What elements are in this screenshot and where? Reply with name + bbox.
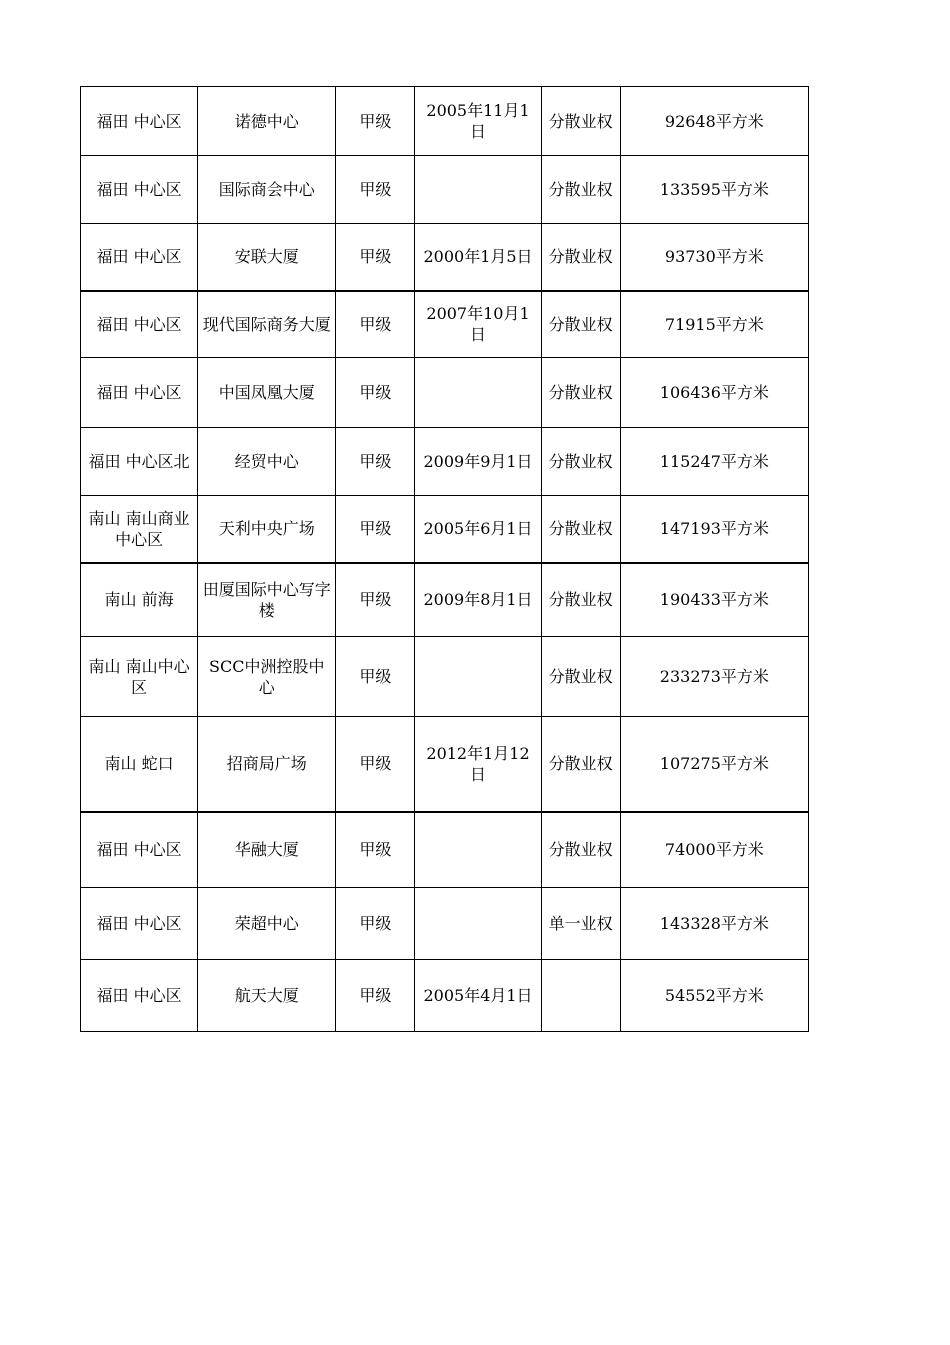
completion-date-cell: 2005年6月1日 xyxy=(415,496,541,563)
grade-cell: 甲级 xyxy=(336,291,415,358)
table-row xyxy=(81,563,809,637)
completion-date-cell xyxy=(415,156,541,224)
completion-date-cell xyxy=(415,888,541,960)
office-building-table xyxy=(80,86,809,1032)
district-cell: 福田 中心区 xyxy=(81,87,198,156)
floor-area-cell: 54552平方米 xyxy=(620,960,808,1032)
building-name-cell: 荣超中心 xyxy=(198,888,336,960)
table-row xyxy=(81,87,809,156)
table-row xyxy=(81,156,809,224)
ownership-cell: 分散业权 xyxy=(541,637,620,717)
building-name-cell: SCC中洲控股中心 xyxy=(198,637,336,717)
building-name-cell: 国际商会中心 xyxy=(198,156,336,224)
ownership-cell: 分散业权 xyxy=(541,812,620,888)
ownership-cell: 分散业权 xyxy=(541,563,620,637)
floor-area-cell: 93730平方米 xyxy=(620,224,808,291)
table-row xyxy=(81,812,809,888)
table-row xyxy=(81,717,809,812)
floor-area-cell: 115247平方米 xyxy=(620,428,808,496)
district-cell: 福田 中心区 xyxy=(81,812,198,888)
floor-area-cell: 190433平方米 xyxy=(620,563,808,637)
floor-area-cell: 107275平方米 xyxy=(620,717,808,812)
completion-date-cell: 2007年10月1日 xyxy=(415,291,541,358)
ownership-cell: 分散业权 xyxy=(541,87,620,156)
district-cell: 福田 中心区北 xyxy=(81,428,198,496)
ownership-cell xyxy=(541,960,620,1032)
ownership-cell: 分散业权 xyxy=(541,496,620,563)
building-name-cell: 华融大厦 xyxy=(198,812,336,888)
floor-area-cell: 106436平方米 xyxy=(620,358,808,428)
ownership-cell: 分散业权 xyxy=(541,428,620,496)
grade-cell: 甲级 xyxy=(336,358,415,428)
district-cell: 福田 中心区 xyxy=(81,358,198,428)
district-cell: 福田 中心区 xyxy=(81,224,198,291)
completion-date-cell xyxy=(415,358,541,428)
completion-date-cell xyxy=(415,812,541,888)
ownership-cell: 单一业权 xyxy=(541,888,620,960)
ownership-cell: 分散业权 xyxy=(541,717,620,812)
grade-cell: 甲级 xyxy=(336,812,415,888)
district-cell: 南山 南山商业中心区 xyxy=(81,496,198,563)
table-row xyxy=(81,496,809,563)
district-cell: 南山 南山中心区 xyxy=(81,637,198,717)
ownership-cell: 分散业权 xyxy=(541,358,620,428)
completion-date-cell: 2000年1月5日 xyxy=(415,224,541,291)
district-cell: 福田 中心区 xyxy=(81,888,198,960)
ownership-cell: 分散业权 xyxy=(541,156,620,224)
table-row xyxy=(81,960,809,1032)
grade-cell: 甲级 xyxy=(336,428,415,496)
floor-area-cell: 92648平方米 xyxy=(620,87,808,156)
grade-cell: 甲级 xyxy=(336,717,415,812)
building-name-cell: 招商局广场 xyxy=(198,717,336,812)
completion-date-cell: 2009年9月1日 xyxy=(415,428,541,496)
grade-cell: 甲级 xyxy=(336,960,415,1032)
completion-date-cell: 2012年1月12日 xyxy=(415,717,541,812)
building-name-cell: 诺德中心 xyxy=(198,87,336,156)
district-cell: 南山 前海 xyxy=(81,563,198,637)
district-cell: 福田 中心区 xyxy=(81,960,198,1032)
grade-cell: 甲级 xyxy=(336,563,415,637)
district-cell: 南山 蛇口 xyxy=(81,717,198,812)
floor-area-cell: 147193平方米 xyxy=(620,496,808,563)
building-name-cell: 中国凤凰大厦 xyxy=(198,358,336,428)
building-name-cell: 田厦国际中心写字楼 xyxy=(198,563,336,637)
table-row xyxy=(81,428,809,496)
table-row xyxy=(81,224,809,291)
building-name-cell: 天利中央广场 xyxy=(198,496,336,563)
floor-area-cell: 233273平方米 xyxy=(620,637,808,717)
district-cell: 福田 中心区 xyxy=(81,291,198,358)
grade-cell: 甲级 xyxy=(336,888,415,960)
floor-area-cell: 143328平方米 xyxy=(620,888,808,960)
building-name-cell: 经贸中心 xyxy=(198,428,336,496)
grade-cell: 甲级 xyxy=(336,156,415,224)
completion-date-cell xyxy=(415,637,541,717)
table-row xyxy=(81,888,809,960)
table-row xyxy=(81,637,809,717)
ownership-cell: 分散业权 xyxy=(541,291,620,358)
table-row xyxy=(81,291,809,358)
building-name-cell: 航天大厦 xyxy=(198,960,336,1032)
completion-date-cell: 2009年8月1日 xyxy=(415,563,541,637)
ownership-cell: 分散业权 xyxy=(541,224,620,291)
floor-area-cell: 133595平方米 xyxy=(620,156,808,224)
grade-cell: 甲级 xyxy=(336,637,415,717)
grade-cell: 甲级 xyxy=(336,496,415,563)
floor-area-cell: 71915平方米 xyxy=(620,291,808,358)
grade-cell: 甲级 xyxy=(336,224,415,291)
floor-area-cell: 74000平方米 xyxy=(620,812,808,888)
table-row xyxy=(81,358,809,428)
building-name-cell: 安联大厦 xyxy=(198,224,336,291)
building-name-cell: 现代国际商务大厦 xyxy=(198,291,336,358)
completion-date-cell: 2005年4月1日 xyxy=(415,960,541,1032)
district-cell: 福田 中心区 xyxy=(81,156,198,224)
completion-date-cell: 2005年11月1日 xyxy=(415,87,541,156)
grade-cell: 甲级 xyxy=(336,87,415,156)
